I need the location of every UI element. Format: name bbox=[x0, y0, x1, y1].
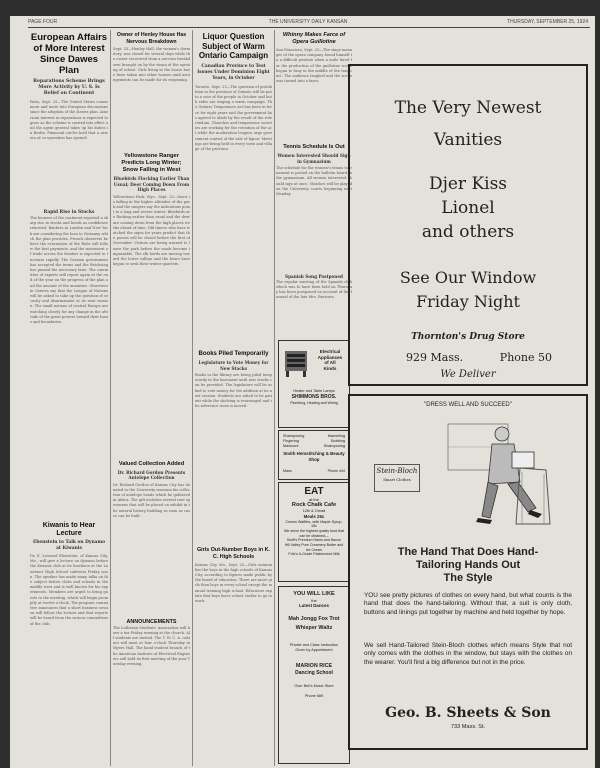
col3-body: Toronto, Sept. 25—The question of prohibition in the province of Ontario will be put to a vote of the people in October and both sides are waging a warm campaign. The Ontario Temperance Act has been in force for eight years and the government has agreed to abide by the result of the referendum. Churches and temperance societies are working for the retention of the act while the moderation leagues urge government control of the sale of liquor. Meetings are being held in every town and village of the province. bbox=[195, 84, 272, 151]
cafe-heading: EAT bbox=[304, 486, 324, 497]
clothes-label2: Smart Clothes bbox=[383, 477, 411, 482]
vanities-ad bbox=[348, 64, 588, 386]
cafe-item3: Hill Valley Pure Creamery Butter and Ice Cream bbox=[284, 542, 344, 552]
cafe-item2: Swift's Premium Hams and Bacon bbox=[286, 538, 342, 543]
beauty-item3: Fingering bbox=[283, 439, 299, 443]
col2-section: ANNOUNCEMENTS bbox=[126, 618, 177, 625]
man-reading-illustration bbox=[442, 412, 570, 538]
col2-article3-subhead: Dr. Richard Gordon Presents Antelope Collection bbox=[117, 469, 186, 480]
col2-body3: Dr. Richard Gordon of Kansas City has donated to the University museum his collection of antelope heads which he gathered in Africa. The gift includes several rare specimens that will be placed on exhibit in the natural history building as soon as cases can be built. bbox=[113, 482, 190, 518]
beauty-item1: Shampooing bbox=[283, 434, 305, 438]
heater-line1: Electrical bbox=[319, 349, 341, 354]
vanities-line1: The Very Newest bbox=[394, 98, 542, 118]
column-rule bbox=[110, 30, 111, 766]
beauty-phone: Phone 444 bbox=[327, 469, 345, 473]
masthead-left: PAGE FOUR bbox=[28, 19, 58, 25]
clothes-address: 733 Mass. St. bbox=[450, 724, 486, 730]
music-song2: Whisper Waltz bbox=[295, 625, 333, 631]
cafe-item1: Cream Waffles, with Maple Syrup, 15c bbox=[285, 519, 343, 529]
col4-body: San Francisco, Sept. 25—The stage manager of the opera company found himself in a difficult position when a mule hired for the production of the guillotine scene began to bray in the middle of the tragic act. The audience laughed and the scene was turned into a farce. bbox=[276, 48, 352, 84]
beauty-shop-ad bbox=[278, 430, 350, 480]
beauty-store: Smith Hemstitching & Beauty Shop bbox=[283, 451, 345, 462]
heater-line3: of All bbox=[324, 360, 336, 366]
col1-article2-subhead: Ebenstein to Talk on Dynamo at Kiwanis bbox=[32, 540, 106, 551]
beauty-item6: Shampooing bbox=[323, 444, 345, 448]
col1-body2: The bourses of the continent reported a sharp rise in stocks and bonds as confidence returned. Bankers in London and New York are considering the loan to Germany which the plan provides. French observers believe the evacuation of the Ruhr will follow the first payments, and the movement of trade across the frontier is expected to increase rapidly. The German government has accepted the terms and the Reichstag has passed the necessary laws. The committee of experts will report again at the end of the year on the progress of the plan and the amount of the annuities. Observers in Geneva say that the League of Nations will be asked to take up the question of security and disarmament at its next session. The small nations of central Europe are watching closely for any change in the attitude of the great powers toward their loans and boundaries. bbox=[30, 216, 108, 325]
beauty-item5: Manicure bbox=[283, 444, 299, 448]
cafe-address: 12th & Oread bbox=[302, 509, 326, 513]
vanities-brand2: Lionel bbox=[441, 198, 495, 218]
beauty-item2: Marcelling bbox=[327, 434, 345, 438]
stein-bloch-label bbox=[374, 464, 420, 492]
col1-subhead2: Rapid Rise in Stocks bbox=[43, 210, 95, 215]
clothes-store: Geo. B. Sheets & Son bbox=[385, 705, 551, 721]
music-name: MARION RICE bbox=[295, 663, 333, 669]
heater-ad bbox=[278, 340, 350, 428]
column-1 bbox=[30, 30, 108, 766]
vanities-brand1: Djer Kiss bbox=[428, 174, 508, 194]
col2-article2-headline: Yellowstone Ranger Predicts Long Winter; Snow Falling in West bbox=[121, 153, 182, 173]
masthead-rule bbox=[28, 27, 590, 28]
clothes-headline1: The Hand That Does Hand- bbox=[397, 546, 539, 558]
cafe-name: Rock Chalk Cafe bbox=[291, 502, 337, 508]
vanities-line3: See Our Window bbox=[399, 268, 537, 287]
column-rule bbox=[274, 30, 275, 766]
clothes-headline3: The Style bbox=[443, 572, 493, 584]
clothes-slogan: "DRESS WELL AND SUCCEED" bbox=[424, 402, 512, 408]
col3-subhead: Canadian Province to Test Issues Under Dominion Eight Years, in October bbox=[197, 63, 270, 81]
beauty-address: Mass. bbox=[283, 469, 293, 473]
col4-body3: The regular meeting of the Spanish club which was to have been held on Thursday has been postponed on account of the funeral of the late Mrs. Burrows. bbox=[276, 279, 352, 300]
vanities-phone: Phone 50 bbox=[499, 351, 552, 364]
vanities-store: Thornton's Drug Store bbox=[411, 332, 525, 342]
col3-article2-subhead: Legislature to Vote Money for New Stacks bbox=[198, 360, 269, 371]
col4-article3-label: Spanish Song Postponed bbox=[285, 274, 343, 279]
cafe-special: Meals 25c bbox=[303, 514, 325, 519]
music-line3: Private and Class Instruction Given by Appointment bbox=[289, 643, 339, 652]
music-song1: Mah Jongg Fox Trot bbox=[288, 616, 340, 622]
cafe-line1: at the bbox=[308, 497, 319, 502]
col4-body2: The schedule for the women's tennis tournament is posted on the bulletin board in the gymnasium. All women interested should sign at once. Matches will be played on the University courts beginning next Monday. bbox=[276, 166, 352, 197]
vanities-line2: Vanities bbox=[433, 130, 503, 150]
music-line2: Latest Dances bbox=[299, 603, 329, 608]
clothes-headline2: Tailoring Hands Out bbox=[415, 559, 521, 571]
cafe-body: We serve the highest quality food that can be obtained— bbox=[283, 529, 345, 538]
col4-article2-subhead: Women Interested Should Sign in Gymnasium bbox=[277, 153, 351, 164]
music-phone: Phone 689 bbox=[304, 694, 324, 698]
vanities-address: 929 Mass. bbox=[406, 351, 464, 364]
col2-article3-headline: Valued Collection Added bbox=[118, 460, 185, 467]
col3-article3-headline: Girls Out-Number Boys in K. C. High Schools bbox=[196, 547, 271, 560]
masthead-center: THE UNIVERSITY DAILY KANSAN bbox=[268, 19, 348, 25]
heater-line5: Heater and Table Lamps bbox=[293, 389, 335, 393]
col1-article2-headline: Kiwanis to Hear Lecture bbox=[42, 522, 96, 537]
col1-body: Paris, Sept. 25—The United States comes more and more into European discussions since the adoption of the Dawes plan. American interest in reparations is expected to grow as the scheme is carried into effect and the agent general takes up his duties in Berlin. Financial circles hold that a new era of co-operation has opened. bbox=[30, 100, 108, 141]
col2-body4: The Lutheran Students' Association will have a tea Friday evening at the church. All students are invited. The Y. W. C. A. cabinet will meet at four o'clock Thursday in Myers Hall. The band student branch of the American Institute of Electrical Engineers will hold its first meeting of the year Tuesday evening. bbox=[113, 625, 190, 666]
clothes-body1: YOU see pretty pictures of clothes on every hand, but what counts is the hand that does the hand-tailoring. Without that, a suit is only cloth, buttons and linings put together by machine and held together by hope. bbox=[364, 592, 572, 616]
clothes-label: Stein-Bloch bbox=[376, 467, 418, 475]
col1-body3: Dr. E. Leonard Ebenstein, of Kansas City, Mo., will give a lecture on dynamo before the Kiwanis club at its luncheon at the Lawrence High School cafeteria Friday noon. The speaker has made many talks on the subject before clubs and schools in the middle west and is well known for his experiments. Members are urged to bring guests to the meeting, which will begin promptly at twelve o'clock. The program committee announces that a short business session will follow the lecture and that reports will be heard from the various committees of the club. bbox=[30, 554, 108, 626]
masthead-right: THURSDAY, SEPTEMBER 25, 1924 bbox=[507, 19, 588, 25]
clothes-body2: We sell Hand-Tailored Stein-Bloch clothes which means Style that not only comes with the clothes in the window, but stays with the clothes on the wearer. You'll find a big difference but not in the price. bbox=[364, 642, 572, 666]
cafe-item4: Fritz's A-Grade Pasteurized Milk bbox=[288, 552, 340, 557]
col3-body3: Kansas City, Mo., Sept. 25—Girls outnumber the boys in the high schools of Kansas City, according to figures made public by the board of education. There are more girls than boys in every school except the manual training high school. Educators explain that boys leave school earlier to go to work. bbox=[195, 562, 272, 604]
dancing-school-ad bbox=[278, 586, 350, 764]
vanities-line4: Friday Night bbox=[416, 292, 520, 311]
col4-article2-headline: Tennis Schedule Is Out bbox=[283, 144, 345, 150]
heater-line2: Appliances bbox=[317, 354, 343, 360]
col3-headline: Liquor Question Subject of Warm Ontario Campaign bbox=[198, 32, 269, 60]
beauty-item4: Bobbing bbox=[331, 439, 345, 443]
col3-body2: Books in the library are being piled temporarily in the basement until new stacks can be provided. The legislature will be asked to vote money for the addition at its next session. Students are asked to be patient while the shelving is rearranged and the reference room is moved. bbox=[195, 373, 272, 409]
heater-line4: Kinds bbox=[323, 365, 337, 371]
col3-article2-headline: Books Piled Temporarily bbox=[198, 350, 269, 357]
music-address: Over Bell's Music Store bbox=[294, 684, 334, 688]
column-rule bbox=[192, 30, 193, 766]
newspaper-page bbox=[10, 16, 595, 768]
vanities-tagline: We Deliver bbox=[440, 369, 496, 380]
music-line1: the bbox=[311, 598, 317, 603]
col4-headline: Whinny Makes Farce of Opera Guillotine bbox=[282, 32, 346, 45]
vanities-brand3: and others bbox=[421, 222, 515, 242]
heater-illustration bbox=[281, 345, 311, 379]
col2-body: Sept. 25—Henley Hall, the women's dormitory, was closed for several days while the owner recovered from a nervous breakdown brought on by the strain of the opening of school. Girls living in the house have been taken into other houses until arrangements can be made for its reopening. bbox=[113, 47, 190, 83]
column-4 bbox=[276, 30, 352, 766]
masthead bbox=[28, 19, 588, 27]
col2-article2-subhead: Bluebirds Flocking Earlier Than Usual; Deer Coming Down From High Places bbox=[113, 176, 190, 192]
col2-body2: Yellowstone Park, Wyo., Sept. 25—Snow is falling in the higher altitudes of the park and the rangers say the indications point to a long and severe winter. Bluebirds are flocking earlier than usual and the deer are coming down from the high places weeks ahead of time. Old timers who have watched the signs for years predict that the passes will be closed before the first of November. Visitors are being warned to leave the park before the roads become impassable. The elk herds are moving toward the lower valleys and the bears have begun to seek their winter quarters. bbox=[113, 194, 190, 267]
column-3 bbox=[195, 30, 272, 766]
heater-line6: Plumbing, Heating and Wiring bbox=[290, 401, 338, 405]
heater-store: SHIMMONS BROS. bbox=[291, 394, 337, 400]
rock-chalk-cafe-ad bbox=[278, 482, 350, 582]
music-school: Dancing School bbox=[295, 670, 333, 676]
sheets-clothing-ad bbox=[348, 394, 588, 750]
col1-headline: European Affairs of More Interest Since Dawes Plan bbox=[30, 32, 108, 76]
col2-headline: Owner of Henley House Has Nervous Breakdown bbox=[116, 32, 187, 45]
music-heading: YOU WILL LIKE bbox=[293, 591, 335, 597]
column-2 bbox=[113, 30, 190, 766]
col1-subhead: Reparations Scheme Brings More Activity by U. S. Is Belief on Continent bbox=[33, 79, 105, 96]
